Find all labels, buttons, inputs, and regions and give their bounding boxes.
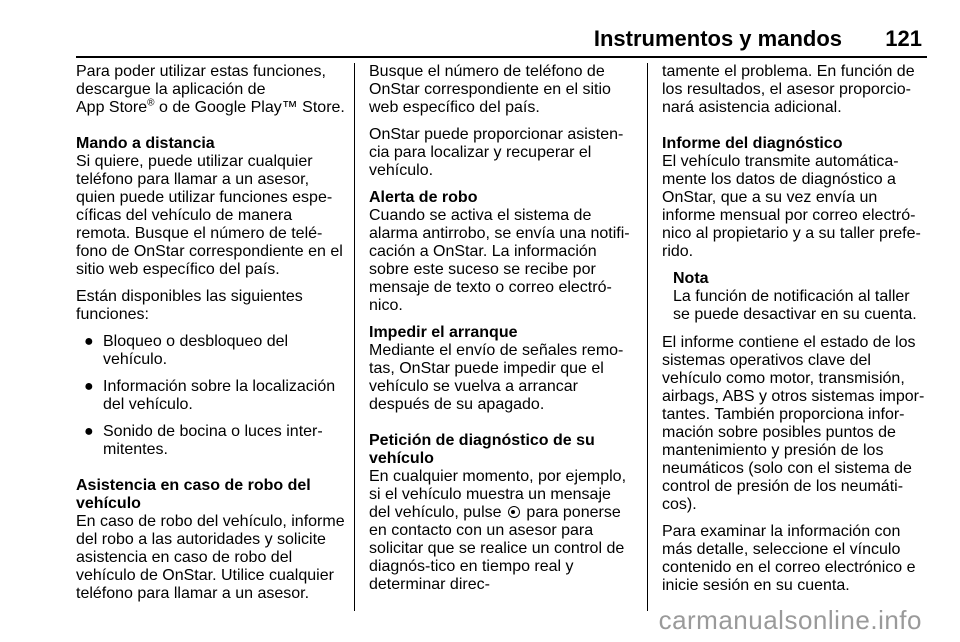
result-paragraph: tamente el problema. En función de los resultados, el asesor proporcio-nará asistencia adicional. <box>662 63 915 116</box>
intro-line-2: descargue la aplicación de <box>76 81 266 98</box>
immobilizer-heading: Impedir el arranque <box>369 324 518 341</box>
column-3 <box>662 63 928 604</box>
bullet-icon: ● <box>84 333 94 350</box>
examine-paragraph: Para examinar la información con más detalle, seleccione el vínculo contenido en el correo electrónico e inicie sesión en su cuenta. <box>662 523 916 594</box>
remote-text: Si quiere, puede utilizar cualquier teléfono para llamar a un asesor, quien puede utilizar funciones espe-cíficas del vehículo de manera remota. Busque el número de telé-fono de OnStar correspondiente en el sitio web específico del país. <box>76 153 343 278</box>
intro-line-3b: o de Google Play™ Store. <box>154 99 345 116</box>
report-contents-paragraph: El informe contiene el estado de los sistemas operativos clave del vehículo como motor, transmisión, airbags, ABS y otros sistemas impor-tantes. También proporciona infor-mación sobre posibles puntos de mantenimiento y presión de los neumáticos (solo con el sistema de control de presión de los neumáti-cos). <box>662 334 925 513</box>
report-heading: Informe del diagnóstico <box>662 135 843 152</box>
list-item: ● Sonido de bocina o luces inter-mitentes. <box>84 423 323 458</box>
functions-list <box>76 333 348 459</box>
column-divider-1 <box>354 63 355 611</box>
note-title: Nota <box>673 270 709 287</box>
functions-intro: Están disponibles las siguientes funciones: <box>76 288 303 323</box>
page-number: 121 <box>885 26 922 51</box>
header-rule <box>76 56 927 58</box>
intro-line-1: Para poder utilizar estas funciones, <box>76 63 326 80</box>
column-divider-2 <box>647 63 648 611</box>
recovery-paragraph: OnStar puede proporcionar asisten-cia para localizar y recuperar el vehículo. <box>369 126 624 179</box>
diagnostic-request-heading: Petición de diagnóstico de su vehículo <box>369 432 595 467</box>
alarm-text: Cuando se activa el sistema de alarma antirrobo, se envía una notifi-cación a OnStar. La información sobre este suceso se recibe por mensaje de texto o correo electró-nico. <box>369 207 630 314</box>
column-1 <box>76 63 348 612</box>
phone-paragraph: Busque el número de teléfono de OnStar correspondiente en el sitio web específico del país. <box>369 63 611 116</box>
bullet-icon: ● <box>84 423 94 440</box>
watermark: carmanualsonline.info <box>658 605 922 635</box>
theft-text: En caso de robo del vehículo, informe del robo a las autoridades y solicite asistencia en caso de robo del vehículo de OnStar. Utilice cualquier teléfono para llamar a un asesor. <box>76 513 345 602</box>
note-text: La función de notificación al taller se puede desactivar en su cuenta. <box>673 288 917 323</box>
diagnostic-request-text: En cualquier momento, por ejemplo, si el vehículo muestra un mensaje del vehículo, pulse para ponerse en contacto con un asesor para solicitar que se realice un control de diagnós-tico en tiempo real y determinar direc- <box>369 468 627 593</box>
remote-heading: Mando a distancia <box>76 135 215 152</box>
note-box <box>662 270 928 324</box>
report-text: El vehículo transmite automática-mente los datos de diagnóstico a OnStar, que a su vez envía un informe mensual por correo electró-nico al propietario y a su taller prefe-rido. <box>662 153 921 260</box>
alarm-heading: Alerta de robo <box>369 189 478 206</box>
page-header <box>0 0 960 58</box>
theft-heading: Asistencia en caso de robo del vehículo <box>76 477 311 512</box>
section-title: Instrumentos y mandos <box>593 26 842 51</box>
registered-mark: ® <box>147 97 155 109</box>
intro-line-3a: App Store <box>76 99 148 116</box>
list-item: ● Información sobre la localización del vehículo. <box>84 378 336 413</box>
onstar-button-icon <box>508 506 520 518</box>
list-item: ● Bloqueo o desbloqueo del vehículo. <box>84 333 289 368</box>
bullet-icon: ● <box>84 378 94 395</box>
immobilizer-text: Mediante el envío de señales remo-tas, OnStar puede impedir que el vehículo se vuelva a arrancar después de su apagado. <box>369 342 624 413</box>
column-2 <box>369 63 635 603</box>
intro-paragraph <box>76 63 348 117</box>
